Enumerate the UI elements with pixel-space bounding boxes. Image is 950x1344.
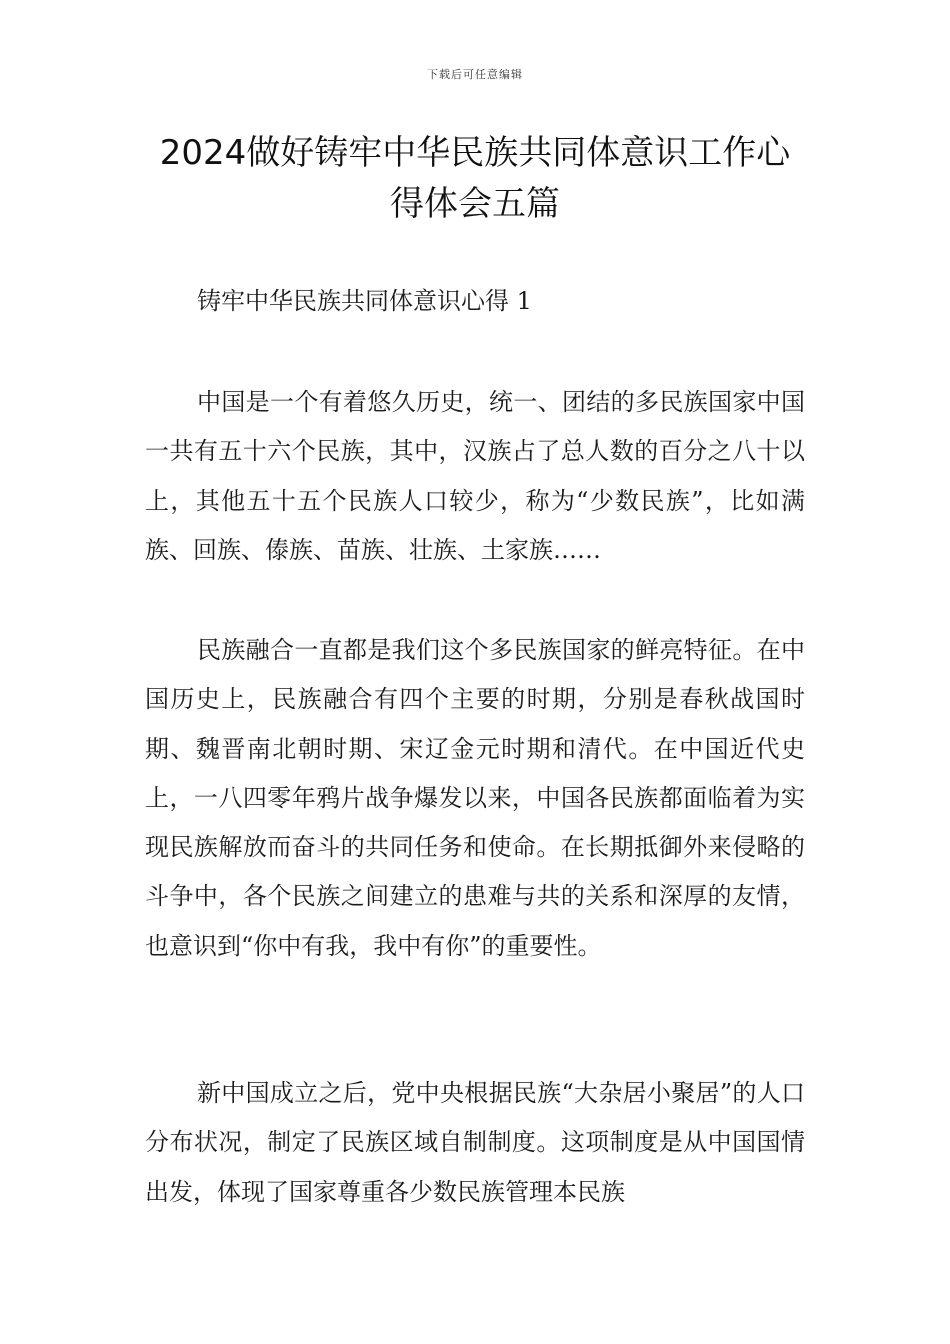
paragraph-3: 新中国成立之后，党中央根据民族“大杂居小聚居”的人口分布状况，制定了民族区域自制制度。这项制度是从中国国情出发，体现了国家尊重各少数民族管理本民族 <box>145 1079 805 1206</box>
section-heading: 铸牢中华民族共同体意识心得 1 <box>197 287 532 315</box>
document-title: 2024做好铸牢中华民族共同体意识工作心得体会五篇 <box>159 133 791 224</box>
header-note: 下载后可任意编辑 <box>427 68 523 81</box>
paragraph-1: 中国是一个有着悠久历史，统一、团结的多民族国家中国一共有五十六个民族，其中，汉族占了总人数的百分之八十以上，其他五十五个民族人口较少，称为“少数民族”，比如满族、回族、傣族、苗族、壮族、土家族…… <box>145 388 805 564</box>
paragraph-2: 民族融合一直都是我们这个多民族国家的鲜亮特征。在中国历史上，民族融合有四个主要的时期，分别是春秋战国时期、魏晋南北朝时期、宋辽金元时期和清代。在中国近代史上，一八四零年鸦片战争爆发以来，中国各民族都面临着为实现民族解放而奋斗的共同任务和使命。在长期抵御外来侵略的斗争中，各个民族之间建立的患难与共的关系和深厚的友情，也意识到“你中有我，我中有你”的重要性。 <box>145 636 805 960</box>
